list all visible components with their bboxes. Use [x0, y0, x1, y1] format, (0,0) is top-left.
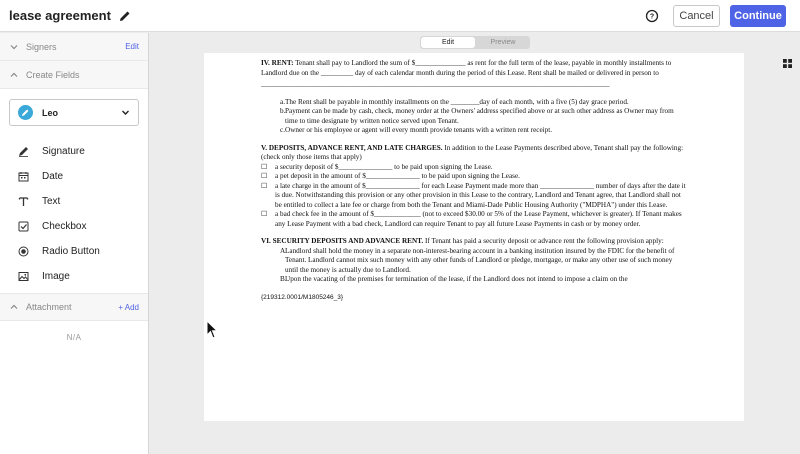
- field-label: Text: [42, 196, 61, 207]
- rent-item-text: Owner or his employee or agent will every month provide tenants with a written rent receipt.: [285, 126, 553, 134]
- security-text: If Tenant has paid a security deposit or advance rent the following provision apply:: [423, 237, 664, 245]
- field-text[interactable]: [0, 189, 148, 214]
- field-image[interactable]: [0, 264, 148, 289]
- rent-item-b: b. Payment can be made by cash, check, money order at the Owners' address specified above or at such other address as Owner may from time to time designate by written notice served upon Tenant.: [261, 107, 687, 126]
- field-label: Radio Button: [42, 246, 100, 257]
- deposit-item-text: a security deposit of $_______________ to be paid upon signing the Lease.: [275, 162, 493, 171]
- field-label: Checkbox: [42, 221, 87, 232]
- field-radio-button[interactable]: [0, 239, 148, 264]
- rent-item-text: The Rent shall be payable in monthly installments on the ________day of each month, with a five (5) day grace period.: [285, 97, 629, 106]
- rent-heading: IV. RENT:: [261, 59, 294, 67]
- signers-edit-link[interactable]: Edit: [125, 42, 139, 51]
- field-label: Signature: [42, 146, 85, 157]
- mouse-cursor-icon: [206, 320, 218, 340]
- pencil-icon[interactable]: [119, 10, 131, 22]
- signer-pen-icon: [21, 108, 30, 117]
- calendar-icon: [18, 171, 29, 182]
- security-heading: VI. SECURITY DEPOSITS AND ADVANCE RENT.: [261, 237, 424, 245]
- field-list: [0, 136, 148, 289]
- deposit-item: ☐ a security deposit of $_______________ to be paid upon signing the Lease.: [261, 162, 493, 171]
- document-footer-id: {219312.0001/M1805246_3}: [261, 293, 344, 301]
- deposit-item-text: a late charge in the amount of $_______________ for each Lease Payment made more than _______________ number of days after the date it is due. Notwithstanding this provision or any other provision in this Lease to the contrary, Landlord and Tenant agree, that Landlord shall not be entitled to collect a late fee or charge from both the Tenant and Miami-Dade Public Housing Authority ("MDPHA") under this Lease.: [275, 181, 686, 209]
- cancel-button[interactable]: Cancel: [673, 5, 720, 27]
- deposits-text: In addition to the Lease Payments described above, Tenant shall pay the following: (check only those items that apply): [261, 143, 684, 161]
- attachment-empty-text: N/A: [66, 333, 82, 342]
- sidebar: [0, 33, 149, 454]
- rent-paragraph: [261, 59, 687, 78]
- field-checkbox[interactable]: [0, 214, 148, 239]
- top-bar: [0, 0, 800, 32]
- chevron-down-icon: [10, 43, 18, 51]
- view-toggle: [420, 36, 530, 49]
- rent-text: Tenant shall pay to Landlord the sum of $______________ as rent for the full term of the lease, payable in monthly installments to Landlord due on the _________ day of each calendar month during the period of this Lease. Rent shall be mailed or delivered in person to: [261, 59, 672, 77]
- document-area: [150, 33, 800, 454]
- attachment-section-header[interactable]: [0, 293, 148, 321]
- tab-preview[interactable]: Preview: [490, 39, 516, 46]
- continue-button[interactable]: Continue: [730, 5, 786, 27]
- svg-text:?: ?: [649, 13, 655, 21]
- grid-view-icon[interactable]: [783, 59, 792, 68]
- signers-label: Signers: [26, 41, 57, 52]
- checkbox-icon: [18, 221, 29, 232]
- text-icon: [18, 196, 29, 207]
- chevron-up-icon: [10, 71, 18, 79]
- security-paragraph: [261, 237, 687, 247]
- document-title: lease agreement: [9, 8, 111, 23]
- field-signature[interactable]: [0, 139, 148, 164]
- field-label: Image: [42, 271, 70, 282]
- rent-item-a: a. The Rent shall be payable in monthly installments on the ________day of each month, with a five (5) day grace period.: [280, 97, 629, 106]
- security-item-b: B. Upon the vacating of the premises for termination of the lease, if the Landlord does not intend to impose a claim on the: [280, 275, 628, 283]
- deposit-item: ☐ a pet deposit in the amount of $_______________ to be paid upon signing the Lease.: [261, 172, 520, 180]
- create-fields-section-header[interactable]: [0, 61, 148, 89]
- rent-address-line: _________________________________________________________________________________________________: [261, 80, 610, 88]
- rent-item-c: c. Owner or his employee or agent will every month provide tenants with a written rent receipt.: [280, 126, 553, 134]
- chevron-up-icon: [10, 303, 18, 311]
- signer-select[interactable]: [9, 99, 139, 126]
- create-fields-label: Create Fields: [26, 69, 80, 80]
- signers-section-header[interactable]: [0, 33, 148, 61]
- deposit-item: ☐ a bad check fee in the amount of $_____________ (not to exceed $30.00 or 5% of the Lease Payment, whichever is greater). If Tenant makes any Lease Payment with a bad check, Landlord can require Tenant to pay all future Lease Payments in cash or by money order.: [261, 210, 687, 229]
- attachment-label: Attachment: [26, 302, 72, 312]
- deposit-item-text: a pet deposit in the amount of $_______________ to be paid upon signing the Lease.: [275, 172, 520, 180]
- deposits-heading: V. DEPOSITS, ADVANCE RENT, AND LATE CHARGES.: [261, 143, 443, 152]
- attachment-add-link[interactable]: + Add: [118, 302, 139, 312]
- deposit-item-text: a bad check fee in the amount of $_____________ (not to exceed $30.00 or 5% of the Lease Payment, whichever is greater). If Tenant makes any Lease Payment with a bad check, Landlord can require Tenant to pay all future Lease Payments in cash or by money order.: [275, 210, 682, 228]
- security-item-a: A. Landlord shall hold the money in a separate non-interest-bearing account in a banking institution insured by the FDIC for the benefit of Tenant. Landlord cannot mix such money with any other funds of Landlord or pledge, mortgage, or make any other use of such money until the money is actually due to Landlord.: [261, 247, 687, 276]
- security-item-text: Landlord shall hold the money in a separate non-interest-bearing account in a banking institution insured by the FDIC for the benefit of Tenant. Landlord cannot mix such money with any other funds of Landlord or pledge, mortgage, or make any other use of such money until the money is actually due to Landlord.: [285, 246, 675, 274]
- deposit-item: ☐ a late charge in the amount of $_______________ for each Lease Payment made more than _______________ number of days after the date it is due. Notwithstanding this provision or any other provision in this Lease to the contrary, Landlord and Tenant agree, that Landlord shall not be entitled to collect a late fee or charge from both the Tenant and Miami-Dade Public Housing Authority ("MDPHA") under this Lease.: [261, 181, 686, 209]
- document-page[interactable]: [204, 53, 744, 421]
- tab-edit[interactable]: Edit: [421, 37, 475, 48]
- deposits-paragraph: [261, 144, 687, 163]
- chevron-down-icon: [121, 108, 130, 117]
- radio-icon: [18, 246, 29, 257]
- rent-item-text: Payment can be made by cash, check, money order at the Owners' address specified above or at such other address as Owner may from time to time designate by written notice served upon Tenant.: [285, 107, 674, 125]
- signer-name: Leo: [42, 107, 59, 118]
- security-item-text: Upon the vacating of the premises for termination of the lease, if the Landlord does not intend to impose a claim on the: [285, 275, 628, 283]
- signature-icon: [18, 146, 29, 157]
- signer-avatar: [18, 105, 33, 120]
- image-icon: [18, 271, 29, 282]
- help-icon[interactable]: [645, 9, 659, 23]
- field-label: Date: [42, 171, 64, 182]
- field-date[interactable]: [0, 164, 148, 189]
